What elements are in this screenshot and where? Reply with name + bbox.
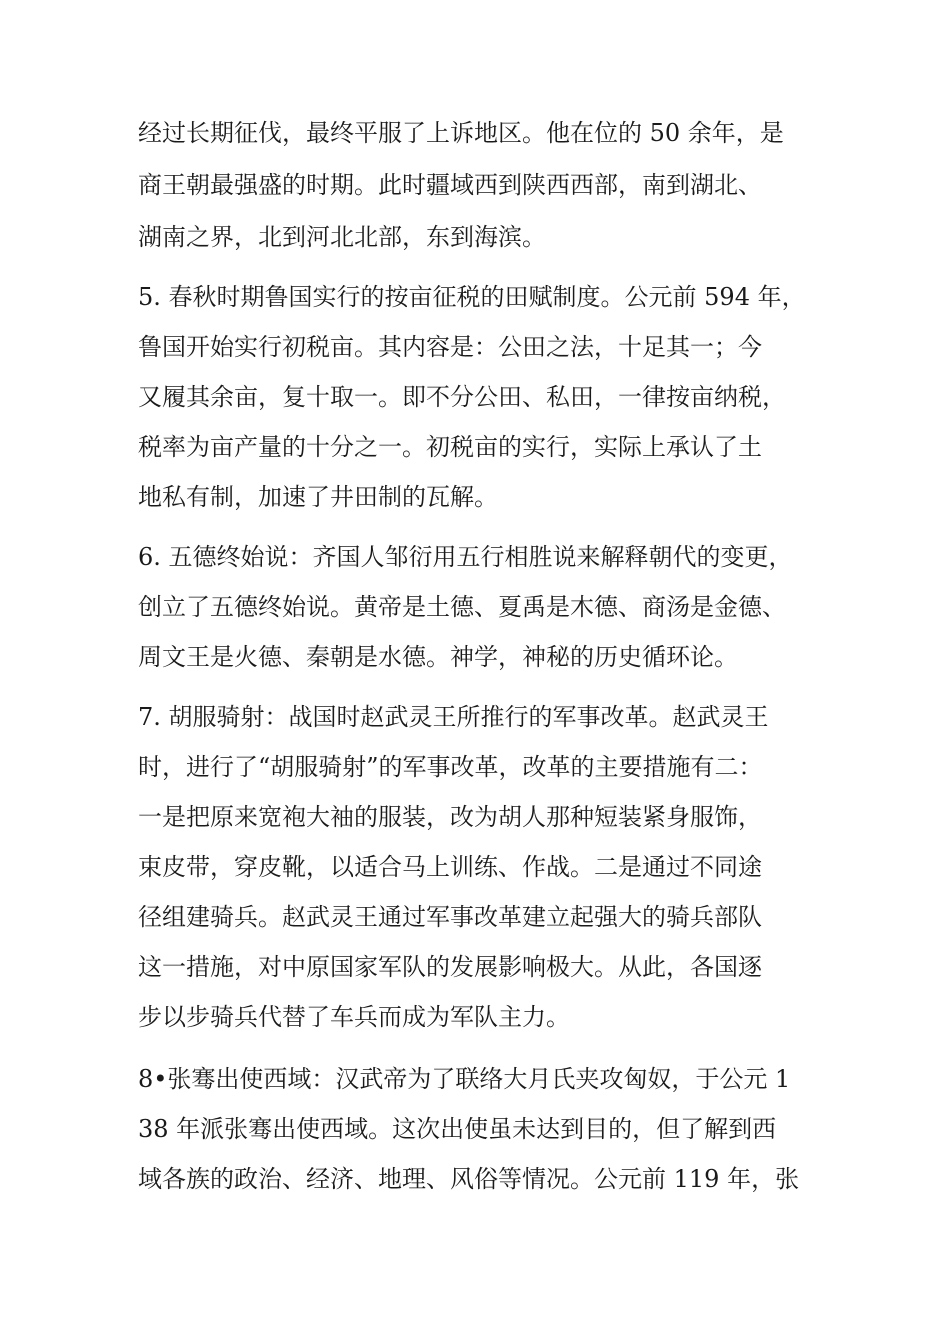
text-line: 创立了五德终始说。黄帝是土德、夏禹是木德、商汤是金德、 bbox=[138, 593, 786, 621]
text-line: 经过长期征伐，最终平服了上诉地区。他在位的 50 余年，是 bbox=[138, 119, 784, 147]
text-line: 域各族的政治、经济、地理、风俗等情况。公元前 119 年，张 bbox=[138, 1165, 800, 1193]
text-line: 商王朝最强盛的时期。此时疆域西到陕西西部，南到湖北、 bbox=[138, 171, 762, 199]
text-line: 6. 五德终始说：齐国人邹衍用五行相胜说来解释朝代的变更， bbox=[138, 543, 793, 571]
text-line: 税率为亩产量的十分之一。初税亩的实行，实际上承认了土 bbox=[138, 433, 762, 461]
text-line: 周文王是火德、秦朝是水德。神学，神秘的历史循环论。 bbox=[138, 643, 738, 671]
text-line: 5. 春秋时期鲁国实行的按亩征税的田赋制度。公元前 594 年， bbox=[138, 283, 806, 311]
text-line: 8•张骞出使西域：汉武帝为了联络大月氏夹攻匈奴，于公元 1 bbox=[138, 1065, 791, 1093]
text-line: 7. 胡服骑射：战国时赵武灵王所推行的军事改革。赵武灵王 bbox=[138, 703, 769, 731]
text-line: 一是把原来宽袍大袖的服装，改为胡人那种短装紧身服饰， bbox=[138, 803, 762, 831]
text-line: 这一措施，对中原国家军队的发展影响极大。从此，各国逐 bbox=[138, 953, 762, 981]
text-line: 束皮带，穿皮靴，以适合马上训练、作战。二是通过不同途 bbox=[138, 853, 762, 881]
text-line: 又履其余亩，复十取一。即不分公田、私田，一律按亩纳税， bbox=[138, 383, 786, 411]
text-line: 时，进行了“胡服骑射”的军事改革，改革的主要措施有二： bbox=[138, 753, 763, 781]
text-line: 步以步骑兵代替了车兵而成为军队主力。 bbox=[138, 1003, 570, 1031]
text-line: 径组建骑兵。赵武灵王通过军事改革建立起强大的骑兵部队 bbox=[138, 903, 762, 931]
text-line: 鲁国开始实行初税亩。其内容是：公田之法，十足其一；今 bbox=[138, 333, 762, 361]
text-line: 湖南之界，北到河北北部，东到海滨。 bbox=[138, 223, 546, 251]
text-line: 地私有制，加速了井田制的瓦解。 bbox=[138, 483, 498, 511]
text-line: 38 年派张骞出使西域。这次出使虽未达到目的，但了解到西 bbox=[138, 1115, 777, 1143]
